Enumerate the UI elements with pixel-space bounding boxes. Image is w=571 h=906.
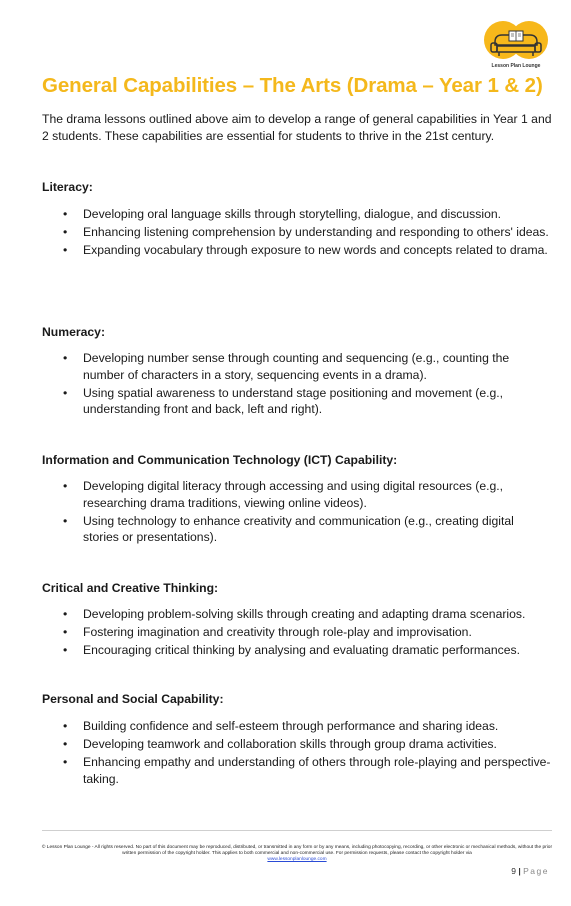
logo-text: Lesson Plan Lounge (491, 63, 541, 69)
page-separator: | (518, 866, 521, 876)
bullet-icon: • (63, 719, 68, 733)
list-item: • Building confidence and self-esteem through performance and sharing ideas. (63, 719, 499, 733)
list-item: • Using spatial awareness to understand stage positioning and movement (e.g., understanding front and back, left and right). (63, 385, 504, 416)
section-heading: Numeracy: (42, 325, 105, 339)
bullet-list (42, 206, 552, 260)
intro-paragraph: The drama lessons outlined above aim to develop a range of general capabilities in Year 1 and 2 students. These capabilities are essential for students to thrive in the 21st century. (42, 112, 552, 143)
bullet-icon: • (63, 607, 68, 621)
bullet-icon: • (63, 755, 68, 769)
copyright-text: © Lesson Plan Lounge - All rights reserved. No part of this document may be reproduced, distributed, or transmitted in any form or by any means, including photocopying, recording, or other electronic or mechanical methods, without the prior written permission of the copyright holder. This applies to both commercial and non-commercial use. For permission requests, please contact the copyright holder via (41, 845, 553, 857)
section-heading: Critical and Creative Thinking: (42, 581, 219, 595)
section-literacy (42, 180, 552, 257)
lesson-plan-lounge-logo (481, 19, 551, 75)
list-item: • Enhancing listening comprehension by understanding and responding to others' ideas. (63, 225, 549, 239)
list-item: • Developing problem-solving skills through creating and adapting drama scenarios. (63, 607, 526, 621)
bullet-icon: • (63, 625, 68, 639)
section-personal-social-capability (42, 692, 552, 786)
section-ict-capability (42, 453, 552, 544)
bullet-icon: • (63, 207, 68, 221)
list-item: • Developing teamwork and collaboration skills through group drama activities. (63, 737, 497, 751)
page-number-value: 9 (511, 866, 516, 876)
list-item: • Enhancing empathy and understanding of others through role-playing and perspective-taking. (63, 755, 551, 786)
bullet-icon: • (63, 737, 68, 751)
list-item: • Developing oral language skills through storytelling, dialogue, and discussion. (63, 207, 502, 221)
section-heading: Literacy: (42, 180, 93, 194)
bullet-icon: • (63, 243, 68, 257)
list-item: • Developing digital literacy through accessing and using digital resources (e.g., researching drama traditions, viewing online videos). (63, 479, 504, 510)
bullet-list (42, 606, 552, 660)
bullet-list (42, 350, 552, 419)
list-item: • Developing number sense through counting and sequencing (e.g., counting the number of characters in a story, sequencing events in a drama). (63, 351, 510, 382)
bullet-icon: • (63, 513, 68, 528)
section-numeracy (42, 325, 552, 416)
page-label: Page (523, 866, 549, 876)
bullet-list (42, 718, 552, 789)
list-item: • Using technology to enhance creativity and communication (e.g., creating digital stories or presentations). (63, 513, 514, 544)
section-critical-creative-thinking (42, 581, 552, 657)
footer-divider (42, 830, 552, 831)
sofa-logo-icon (481, 19, 551, 65)
bullet-icon: • (63, 351, 68, 365)
bullet-icon: • (63, 385, 68, 400)
page-title: General Capabilities – The Arts (Drama – Year 1 & 2) (42, 74, 543, 97)
list-item: • Fostering imagination and creativity through role-play and improvisation. (63, 625, 472, 639)
section-heading: Personal and Social Capability: (42, 692, 224, 706)
page-number (511, 866, 549, 876)
bullet-list (42, 478, 552, 547)
bullet-icon: • (63, 225, 68, 239)
website-link[interactable]: www.lessonplanlounge.com (267, 857, 327, 863)
section-heading: Information and Communication Technology (ICT) Capability: (42, 453, 398, 467)
list-item: • Encouraging critical thinking by analysing and evaluating dramatic performances. (63, 643, 520, 657)
bullet-icon: • (63, 479, 68, 493)
list-item: • Expanding vocabulary through exposure to new words and concepts related to drama. (63, 243, 548, 257)
bullet-icon: • (63, 643, 68, 657)
copyright-notice (40, 845, 554, 864)
